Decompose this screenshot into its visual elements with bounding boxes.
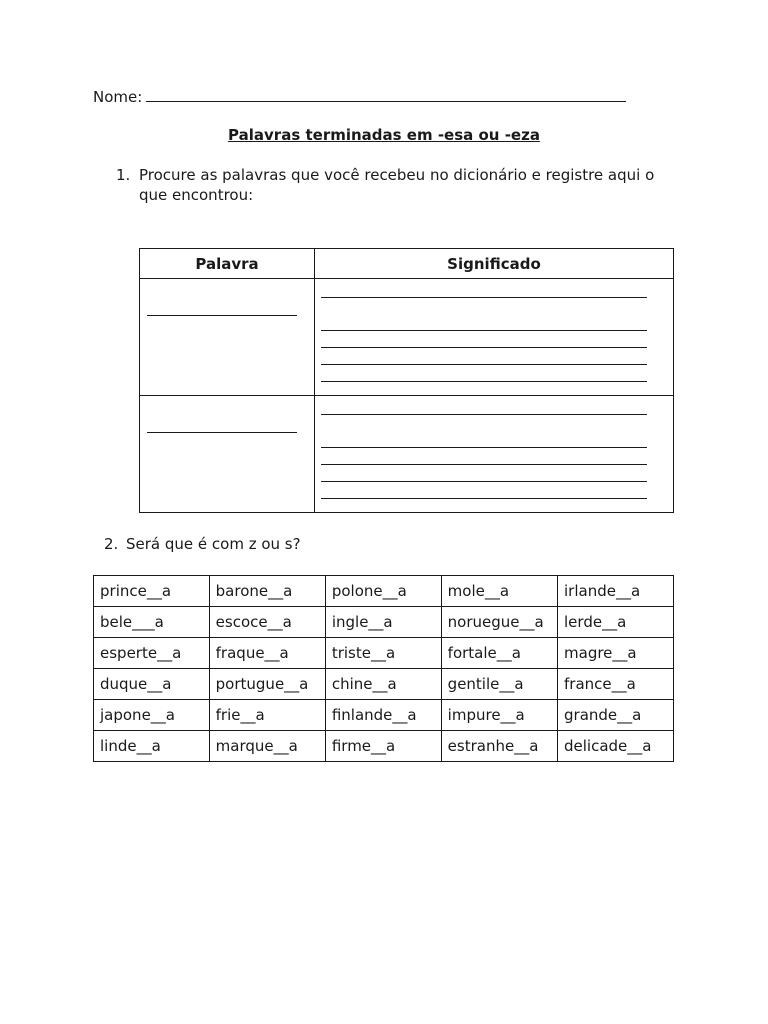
header-significado: Significado xyxy=(315,249,674,279)
word-cell[interactable]: escoce__a xyxy=(209,607,325,638)
question-1 xyxy=(116,165,676,205)
word-cell[interactable]: linde__a xyxy=(94,731,210,762)
word-row xyxy=(94,700,674,731)
word-row xyxy=(94,638,674,669)
dictionary-table-row xyxy=(140,396,674,513)
word-cell[interactable]: gentile__a xyxy=(441,669,557,700)
word-cell[interactable]: barone__a xyxy=(209,576,325,607)
header-palavra: Palavra xyxy=(140,249,315,279)
word-cell[interactable]: portugue__a xyxy=(209,669,325,700)
word-blank-line xyxy=(147,315,297,316)
meaning-cell[interactable] xyxy=(315,279,674,396)
question-2-text: Será que é com z ou s? xyxy=(126,535,301,553)
word-cell[interactable]: polone__a xyxy=(325,576,441,607)
word-cell[interactable]: mole__a xyxy=(441,576,557,607)
word-cell[interactable]: finlande__a xyxy=(325,700,441,731)
word-row xyxy=(94,607,674,638)
name-blank-line[interactable] xyxy=(146,86,626,102)
word-cell[interactable]: magre__a xyxy=(558,638,674,669)
word-cell[interactable]: esperte__a xyxy=(94,638,210,669)
word-cell[interactable]: fortale__a xyxy=(441,638,557,669)
word-row xyxy=(94,576,674,607)
word-cell[interactable]: firme__a xyxy=(325,731,441,762)
dictionary-table-header-row xyxy=(140,249,674,279)
word-cell[interactable]: lerde__a xyxy=(558,607,674,638)
word-cell[interactable]: fraque__a xyxy=(209,638,325,669)
meaning-cell[interactable] xyxy=(315,396,674,513)
z-or-s-word-table xyxy=(93,575,674,762)
word-cell[interactable]: triste__a xyxy=(325,638,441,669)
word-cell[interactable]: noruegue__a xyxy=(441,607,557,638)
word-cell[interactable]: chine__a xyxy=(325,669,441,700)
word-cell[interactable]: frie__a xyxy=(209,700,325,731)
word-cell[interactable]: delicade__a xyxy=(558,731,674,762)
question-1-text: Procure as palavras que você recebeu no dicionário e registre aqui o que encontrou: xyxy=(139,166,655,204)
word-cell[interactable]: ingle__a xyxy=(325,607,441,638)
word-cell[interactable]: france__a xyxy=(558,669,674,700)
word-cell[interactable]: duque__a xyxy=(94,669,210,700)
word-blank-line xyxy=(147,432,297,433)
question-2-number: 2. xyxy=(104,535,119,553)
name-label: Nome: xyxy=(93,88,143,106)
word-cell[interactable]: grande__a xyxy=(558,700,674,731)
word-row xyxy=(94,669,674,700)
name-field-row xyxy=(93,86,626,107)
meaning-blank-lines xyxy=(321,414,647,499)
word-cell[interactable]: prince__a xyxy=(94,576,210,607)
word-cell[interactable] xyxy=(140,279,315,396)
question-2 xyxy=(104,534,301,554)
page-title: Palavras terminadas em -esa ou -eza xyxy=(228,126,540,144)
word-cell[interactable]: bele___a xyxy=(94,607,210,638)
word-cell[interactable]: impure__a xyxy=(441,700,557,731)
word-cell[interactable]: irlande__a xyxy=(558,576,674,607)
word-cell[interactable]: marque__a xyxy=(209,731,325,762)
word-cell[interactable] xyxy=(140,396,315,513)
meaning-blank-lines xyxy=(321,297,647,382)
dictionary-table-row xyxy=(140,279,674,396)
question-1-number: 1. xyxy=(116,166,131,184)
word-cell[interactable]: estranhe__a xyxy=(441,731,557,762)
word-cell[interactable]: japone__a xyxy=(94,700,210,731)
dictionary-table xyxy=(139,248,674,513)
word-row xyxy=(94,731,674,762)
